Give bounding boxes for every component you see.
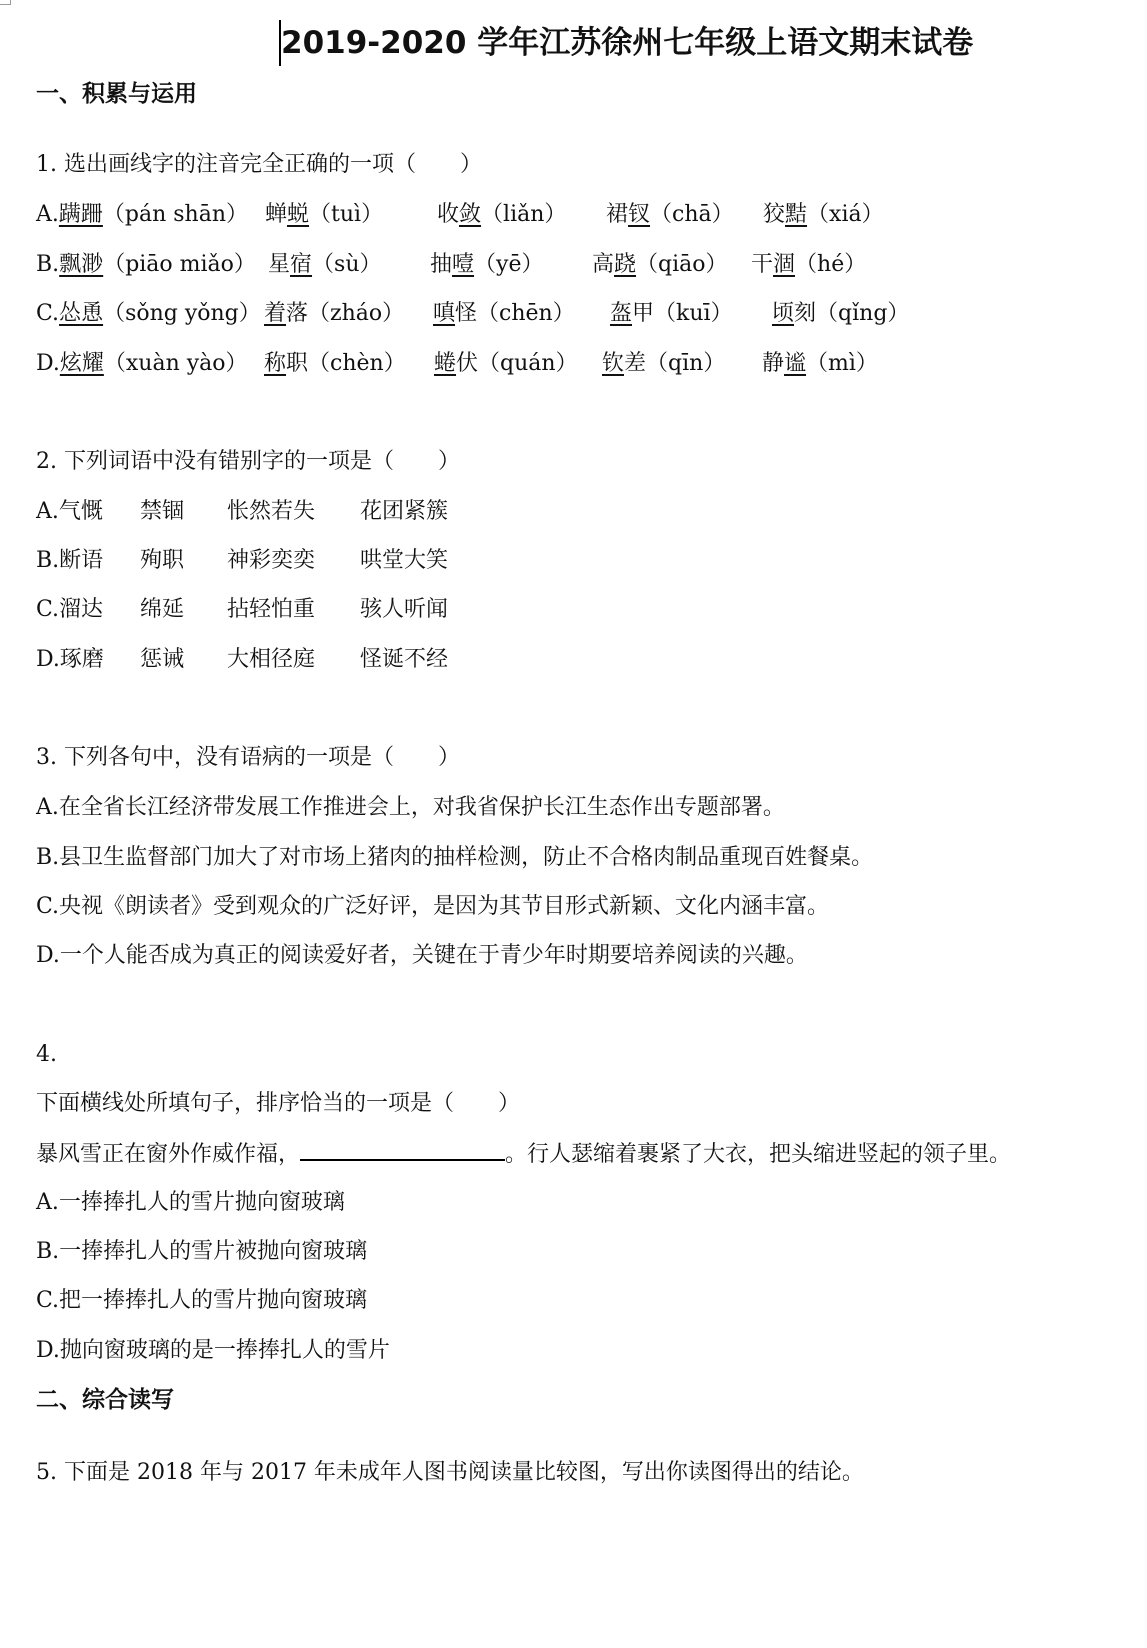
q2-option-b-word: 哄堂大笑 [360, 548, 449, 573]
pinyin: （piāo miǎo） [103, 252, 256, 277]
q1-option-a-item [265, 199, 383, 231]
word-text: 甲 [632, 301, 655, 326]
q2-option-a-word: 花团紧簇 [360, 499, 449, 524]
underlined-char: 炫耀 [59, 351, 104, 376]
word-text: 收 [437, 202, 460, 227]
underlined-char: 怂恿 [59, 301, 104, 326]
q1-option-a-item [36, 199, 248, 231]
q1-option-a-item [606, 199, 734, 231]
pinyin: （qīn） [646, 351, 726, 376]
q1-option-a-item [437, 199, 566, 231]
underlined-char: 钗 [628, 202, 651, 227]
underlined-char: 钦 [602, 351, 625, 376]
word-text: 差 [624, 351, 647, 376]
word-text: 伏 [456, 351, 479, 376]
underlined-char: 蜷 [434, 351, 457, 376]
word-text: 落 [286, 301, 309, 326]
q1-stem: 1. 选出画线字的注音完全正确的一项（ ） [36, 152, 482, 177]
q4-stem: 下面横线处所填句子，排序恰当的一项是（ ） [36, 1091, 521, 1116]
word-text: 干 [751, 252, 774, 277]
q1-option-b-item [592, 249, 728, 281]
word-text: 怪 [455, 301, 478, 326]
q2-option-c-word: 骇人听闻 [360, 597, 449, 622]
pinyin: （sù） [312, 252, 382, 277]
underlined-char: 盔 [610, 301, 633, 326]
word-text: 高 [592, 252, 615, 277]
section-heading-1: 一、积累与运用 [36, 81, 197, 107]
q1-option-b-item [268, 249, 382, 281]
pinyin: （yē） [474, 252, 544, 277]
q2-option-b-word: 神彩奕奕 [227, 548, 316, 573]
q1-option-c-item [36, 298, 261, 330]
word-text: 裙 [606, 202, 629, 227]
pinyin: （hé） [795, 252, 867, 277]
q1-option-d-item [602, 348, 725, 380]
pinyin: （qǐng） [816, 301, 910, 326]
underlined-char: 着 [264, 301, 287, 326]
pinyin: （mì） [806, 351, 878, 376]
underlined-char: 蜕 [287, 202, 310, 227]
q2-option-d-word: D.琢磨 [36, 647, 104, 672]
underlined-char: 黠 [785, 202, 808, 227]
underlined-char: 噎 [452, 252, 475, 277]
underlined-char: 宿 [290, 252, 313, 277]
q1-option-d-item [762, 348, 878, 380]
underlined-char: 蹒跚 [58, 202, 103, 227]
q2-option-d-word: 大相径庭 [227, 647, 316, 672]
underlined-char: 飘渺 [59, 252, 104, 277]
underlined-char: 敛 [459, 202, 482, 227]
q2-option-d-word: 惩诫 [140, 647, 185, 672]
underlined-char: 嗔 [433, 301, 456, 326]
q3-option-b: B.县卫生监督部门加大了对市场上猪肉的抽样检测，防止不合格肉制品重现百姓餐桌。 [36, 845, 874, 870]
q1-option-a-item [763, 199, 884, 231]
word-text: 蝉 [265, 202, 288, 227]
q1-option-label: C. [36, 301, 60, 326]
underlined-char: 跷 [614, 252, 637, 277]
q2-option-c-word: C.溜达 [36, 597, 104, 622]
pinyin: （chèn） [308, 351, 406, 376]
q1-option-b-item [751, 249, 866, 281]
q3-stem: 3. 下列各句中，没有语病的一项是（ ） [36, 745, 460, 770]
q3-option-d: D.一个人能否成为真正的阅读爱好者，关键在于青少年时期要培养阅读的兴趣。 [36, 943, 808, 968]
q2-stem: 2. 下列词语中没有错别字的一项是（ ） [36, 449, 460, 474]
q1-option-c-item [772, 298, 909, 330]
q4-number: 4. [36, 1042, 57, 1067]
q1-option-c-item [610, 298, 733, 330]
word-text: 刻 [794, 301, 817, 326]
q2-option-a-word: 禁锢 [140, 499, 185, 524]
q1-option-d-item [434, 348, 578, 380]
q1-option-label: A. [36, 202, 59, 227]
q5-stem: 5. 下面是 2018 年与 2017 年未成年人图书阅读量比较图，写出你读图得出的结论。 [36, 1460, 864, 1485]
pinyin: （xiá） [807, 202, 884, 227]
page-corner-mark [0, 0, 11, 5]
q4-option-d: D.抛向窗玻璃的是一捧捧扎人的雪片 [36, 1338, 390, 1363]
q2-option-a-word: 怅然若失 [227, 499, 316, 524]
page-title: 2019-2020 学年江苏徐州七年级上语文期末试卷 [281, 25, 974, 61]
pinyin: （quán） [478, 351, 578, 376]
pinyin: （chēn） [477, 301, 575, 326]
pinyin: （pán shān） [102, 202, 249, 227]
section-heading-2: 二、综合读写 [36, 1387, 174, 1413]
q4-option-a: A.一捧捧扎人的雪片抛向窗玻璃 [36, 1190, 345, 1215]
pinyin: （tuì） [309, 202, 384, 227]
q1-option-label: D. [36, 351, 60, 376]
pinyin: （liǎn） [481, 202, 567, 227]
word-text: 职 [286, 351, 309, 376]
q2-option-c-word: 绵延 [140, 597, 185, 622]
underlined-char: 称 [264, 351, 287, 376]
q1-option-c-item [433, 298, 575, 330]
q1-option-d-item [36, 348, 248, 380]
word-text: 星 [268, 252, 291, 277]
q2-option-b-word: 殉职 [140, 548, 185, 573]
q4-sentence-before: 暴风雪正在窗外作威作福， [36, 1142, 301, 1167]
word-text: 狡 [763, 202, 786, 227]
underlined-char: 涸 [773, 252, 796, 277]
q4-sentence-after: 。行人瑟缩着裹紧了大衣，把头缩进竖起的领子里。 [505, 1142, 1012, 1167]
q1-option-c-item [264, 298, 404, 330]
q4-option-b: B.一捧捧扎人的雪片被抛向窗玻璃 [36, 1239, 368, 1264]
pinyin: （kuī） [654, 301, 733, 326]
word-text: 抽 [430, 252, 453, 277]
q2-option-d-word: 怪诞不经 [360, 647, 449, 672]
q3-option-a: A.在全省长江经济带发展工作推进会上，对我省保护长江生态作出专题部署。 [36, 795, 785, 820]
q4-option-c: C.把一捧捧扎人的雪片抛向窗玻璃 [36, 1288, 368, 1313]
q3-option-c: C.央视《朗读者》受到观众的广泛好评，是因为其节目形式新颖、文化内涵丰富。 [36, 894, 830, 919]
underlined-char: 谧 [784, 351, 807, 376]
underlined-char: 顷 [772, 301, 795, 326]
pinyin: （qiāo） [636, 252, 728, 277]
word-text: 静 [762, 351, 785, 376]
q2-option-b-word: B.断语 [36, 548, 104, 573]
q1-option-b-item [36, 249, 256, 281]
pinyin: （sǒng yǒng） [103, 301, 261, 326]
q1-option-d-item [264, 348, 406, 380]
q4-sentence [36, 1137, 1011, 1171]
q1-option-b-item [430, 249, 543, 281]
q2-option-c-word: 拈轻怕重 [227, 597, 316, 622]
pinyin: （chā） [650, 202, 734, 227]
q2-option-a-word: A.气慨 [36, 499, 103, 524]
q1-option-label: B. [36, 252, 60, 277]
pinyin: （zháo） [308, 301, 405, 326]
q4-answer-blank [300, 1137, 505, 1161]
pinyin: （xuàn yào） [103, 351, 248, 376]
